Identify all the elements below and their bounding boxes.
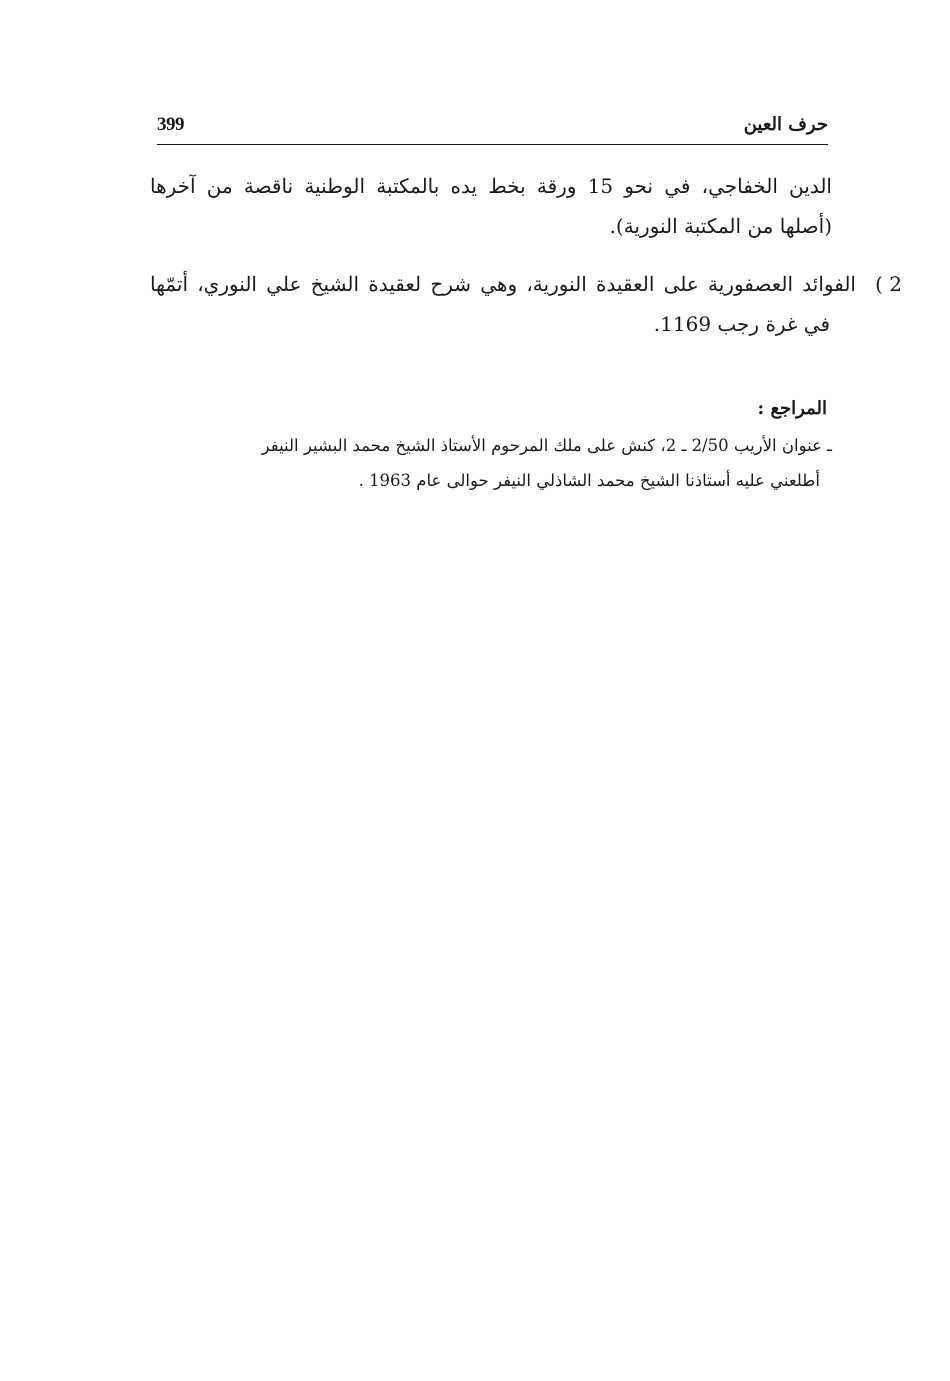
reference-line-continued: أطلعني عليه أستاذنا الشيخ محمد الشاذلي النيفر حوالى عام 1963 . <box>358 471 820 490</box>
running-title: حرف العين <box>743 114 828 135</box>
item-text: الفوائد العصفورية على العقيدة النورية، وهي شرح لعقيدة الشيخ علي النوري، أتمّها في غرة رجب 1169. <box>150 272 856 336</box>
references-title: المراجع : <box>757 398 827 419</box>
page-number: 399 <box>157 114 184 135</box>
page-header <box>157 112 828 145</box>
references-text <box>148 428 832 498</box>
continuation-paragraph: الدين الخفاجي، في نحو 15 ورقة بخط يده بالمكتبة الوطنية ناقصة من آخرها (أصلها من المكتبة النورية). <box>150 174 832 238</box>
list-item: 2 )الفوائد العصفورية على العقيدة النورية، وهي شرح لعقيدة الشيخ علي النوري، أتمّها في غرة رجب 1169. <box>150 272 902 336</box>
reference-line: ـ عنوان الأريب 2/50 ـ 2، كنش على ملك المرحوم الأستاذ الشيخ محمد البشير النيفر <box>261 436 832 455</box>
